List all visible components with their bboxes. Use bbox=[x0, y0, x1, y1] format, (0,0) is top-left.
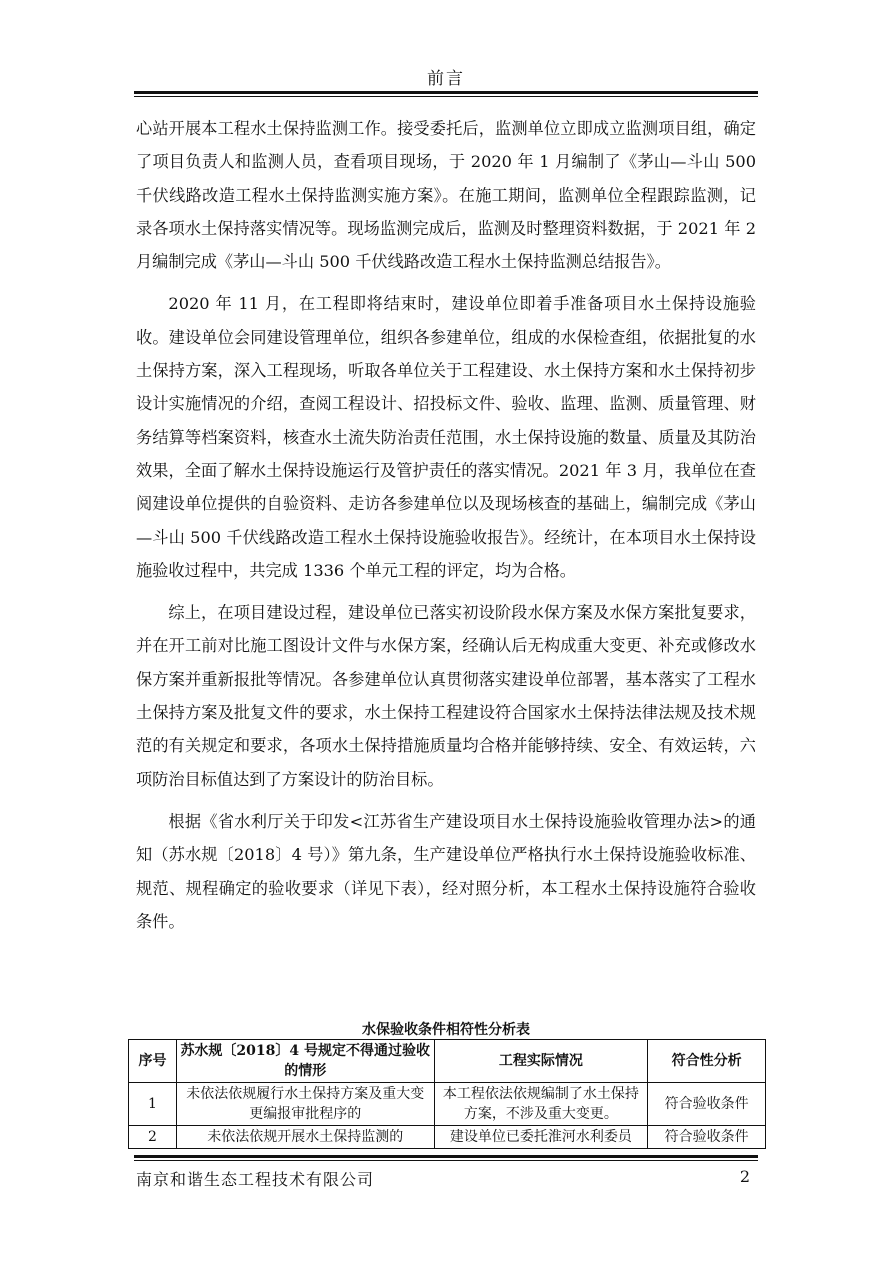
footer-company-name: 南京和谐生态工程技术有限公司 bbox=[136, 1170, 375, 1189]
table-header-row bbox=[129, 1040, 766, 1083]
cell-rule: 未依法依规开展水土保持监测的 bbox=[176, 1126, 434, 1149]
body-text bbox=[136, 112, 756, 947]
paragraph-summary: 综上，在项目建设过程，建设单位已落实初设阶段水保方案及水保方案批复要求，并在开工前对比施工图设计文件与水保方案，经确认后无构成重大变更、补充或修改水保方案并重新报批等情况。各参建单位认真贯彻落实建设单位部署，基本落实了工程水土保持方案及批复文件的要求，水土保持工程建设符合国家水土保持法律法规及技术规范的有关规定和要求，各项水土保持措施质量均合格并能够持续、安全、有效运转，六项防治目标值达到了方案设计的防治目标。 bbox=[136, 603, 756, 789]
table-row bbox=[129, 1126, 766, 1149]
cell-seq: 1 bbox=[129, 1083, 177, 1126]
header-rule-thick bbox=[134, 91, 758, 94]
compliance-table bbox=[128, 1039, 766, 1149]
table-row bbox=[129, 1083, 766, 1126]
footer-rule-thin bbox=[134, 1160, 758, 1161]
paragraph-acceptance: 2020 年 11 月，在工程即将结束时，建设单位即着手准备项目水土保持设施验收。建设单位会同建设管理单位，组织各参建单位，组成的水保检查组，依据批复的水土保持方案，深入工程现场，听取各单位关于工程建设、水土保持方案和水土保持初步设计实施情况的介绍，查阅工程设计、招投标文件、验收、监理、监测、质量管理、财务结算等档案资料，核查水土流失防治责任范围，水土保持设施的数量、质量及其防治效果，全面了解水土保持设施运行及管护责任的落实情况。2021 年 3 月，我单位在查阅建设单位提供的自验资料、走访各参建单位以及现场核查的基础上，编制完成《茅山—斗山 500 千伏线路改造工程水土保持设施验收报告》。经统计，在本项目水土保持设施验收过程中，共完成 1336 个单元工程的评定，均为合格。 bbox=[136, 294, 756, 580]
footer-rule-thick bbox=[134, 1155, 758, 1158]
cell-actual: 建设单位已委托淮河水利委员 bbox=[434, 1126, 648, 1149]
cell-rule: 未依法依规履行水土保持方案及重大变更编报审批程序的 bbox=[176, 1083, 434, 1126]
header-seq: 序号 bbox=[129, 1040, 177, 1083]
table-title: 水保验收条件相符性分析表 bbox=[362, 1022, 530, 1038]
header-actual: 工程实际情况 bbox=[434, 1040, 648, 1083]
paragraph-regulation: 根据《省水利厅关于印发<江苏省生产建设项目水土保持设施验收管理办法>的通知（苏水规〔2018〕4 号）》第九条，生产建设单位严格执行水土保持设施验收标准、规范、规程确定的验收要求（详见下表），经对照分析，本工程水土保持设施符合验收条件。 bbox=[136, 811, 756, 931]
cell-seq: 2 bbox=[129, 1126, 177, 1149]
paragraph-monitoring: 心站开展本工程水土保持监测工作。接受委托后，监测单位立即成立监测项目组，确定了项目负责人和监测人员，查看项目现场，于 2020 年 1 月编制了《茅山—斗山 500 千伏线路改造工程水土保持监测实施方案》。在施工期间，监测单位全程跟踪监测，记录各项水土保持落实情况等。现场监测完成后，监测及时整理资料数据，于 2021 年 2 月编制完成《茅山—斗山 500 千伏线路改造工程水土保持监测总结报告》。 bbox=[136, 119, 756, 272]
page-header-title: 前言 bbox=[427, 69, 465, 89]
cell-actual: 本工程依法依规编制了水土保持方案，不涉及重大变更。 bbox=[434, 1083, 648, 1126]
footer-page-number: 2 bbox=[739, 1167, 750, 1186]
cell-analysis: 符合验收条件 bbox=[648, 1083, 766, 1126]
header-rule: 苏水规〔2018〕4 号规定不得通过验收的情形 bbox=[176, 1040, 434, 1083]
cell-analysis: 符合验收条件 bbox=[648, 1126, 766, 1149]
header-analysis: 符合性分析 bbox=[648, 1040, 766, 1083]
header-rule-thin bbox=[134, 96, 758, 97]
